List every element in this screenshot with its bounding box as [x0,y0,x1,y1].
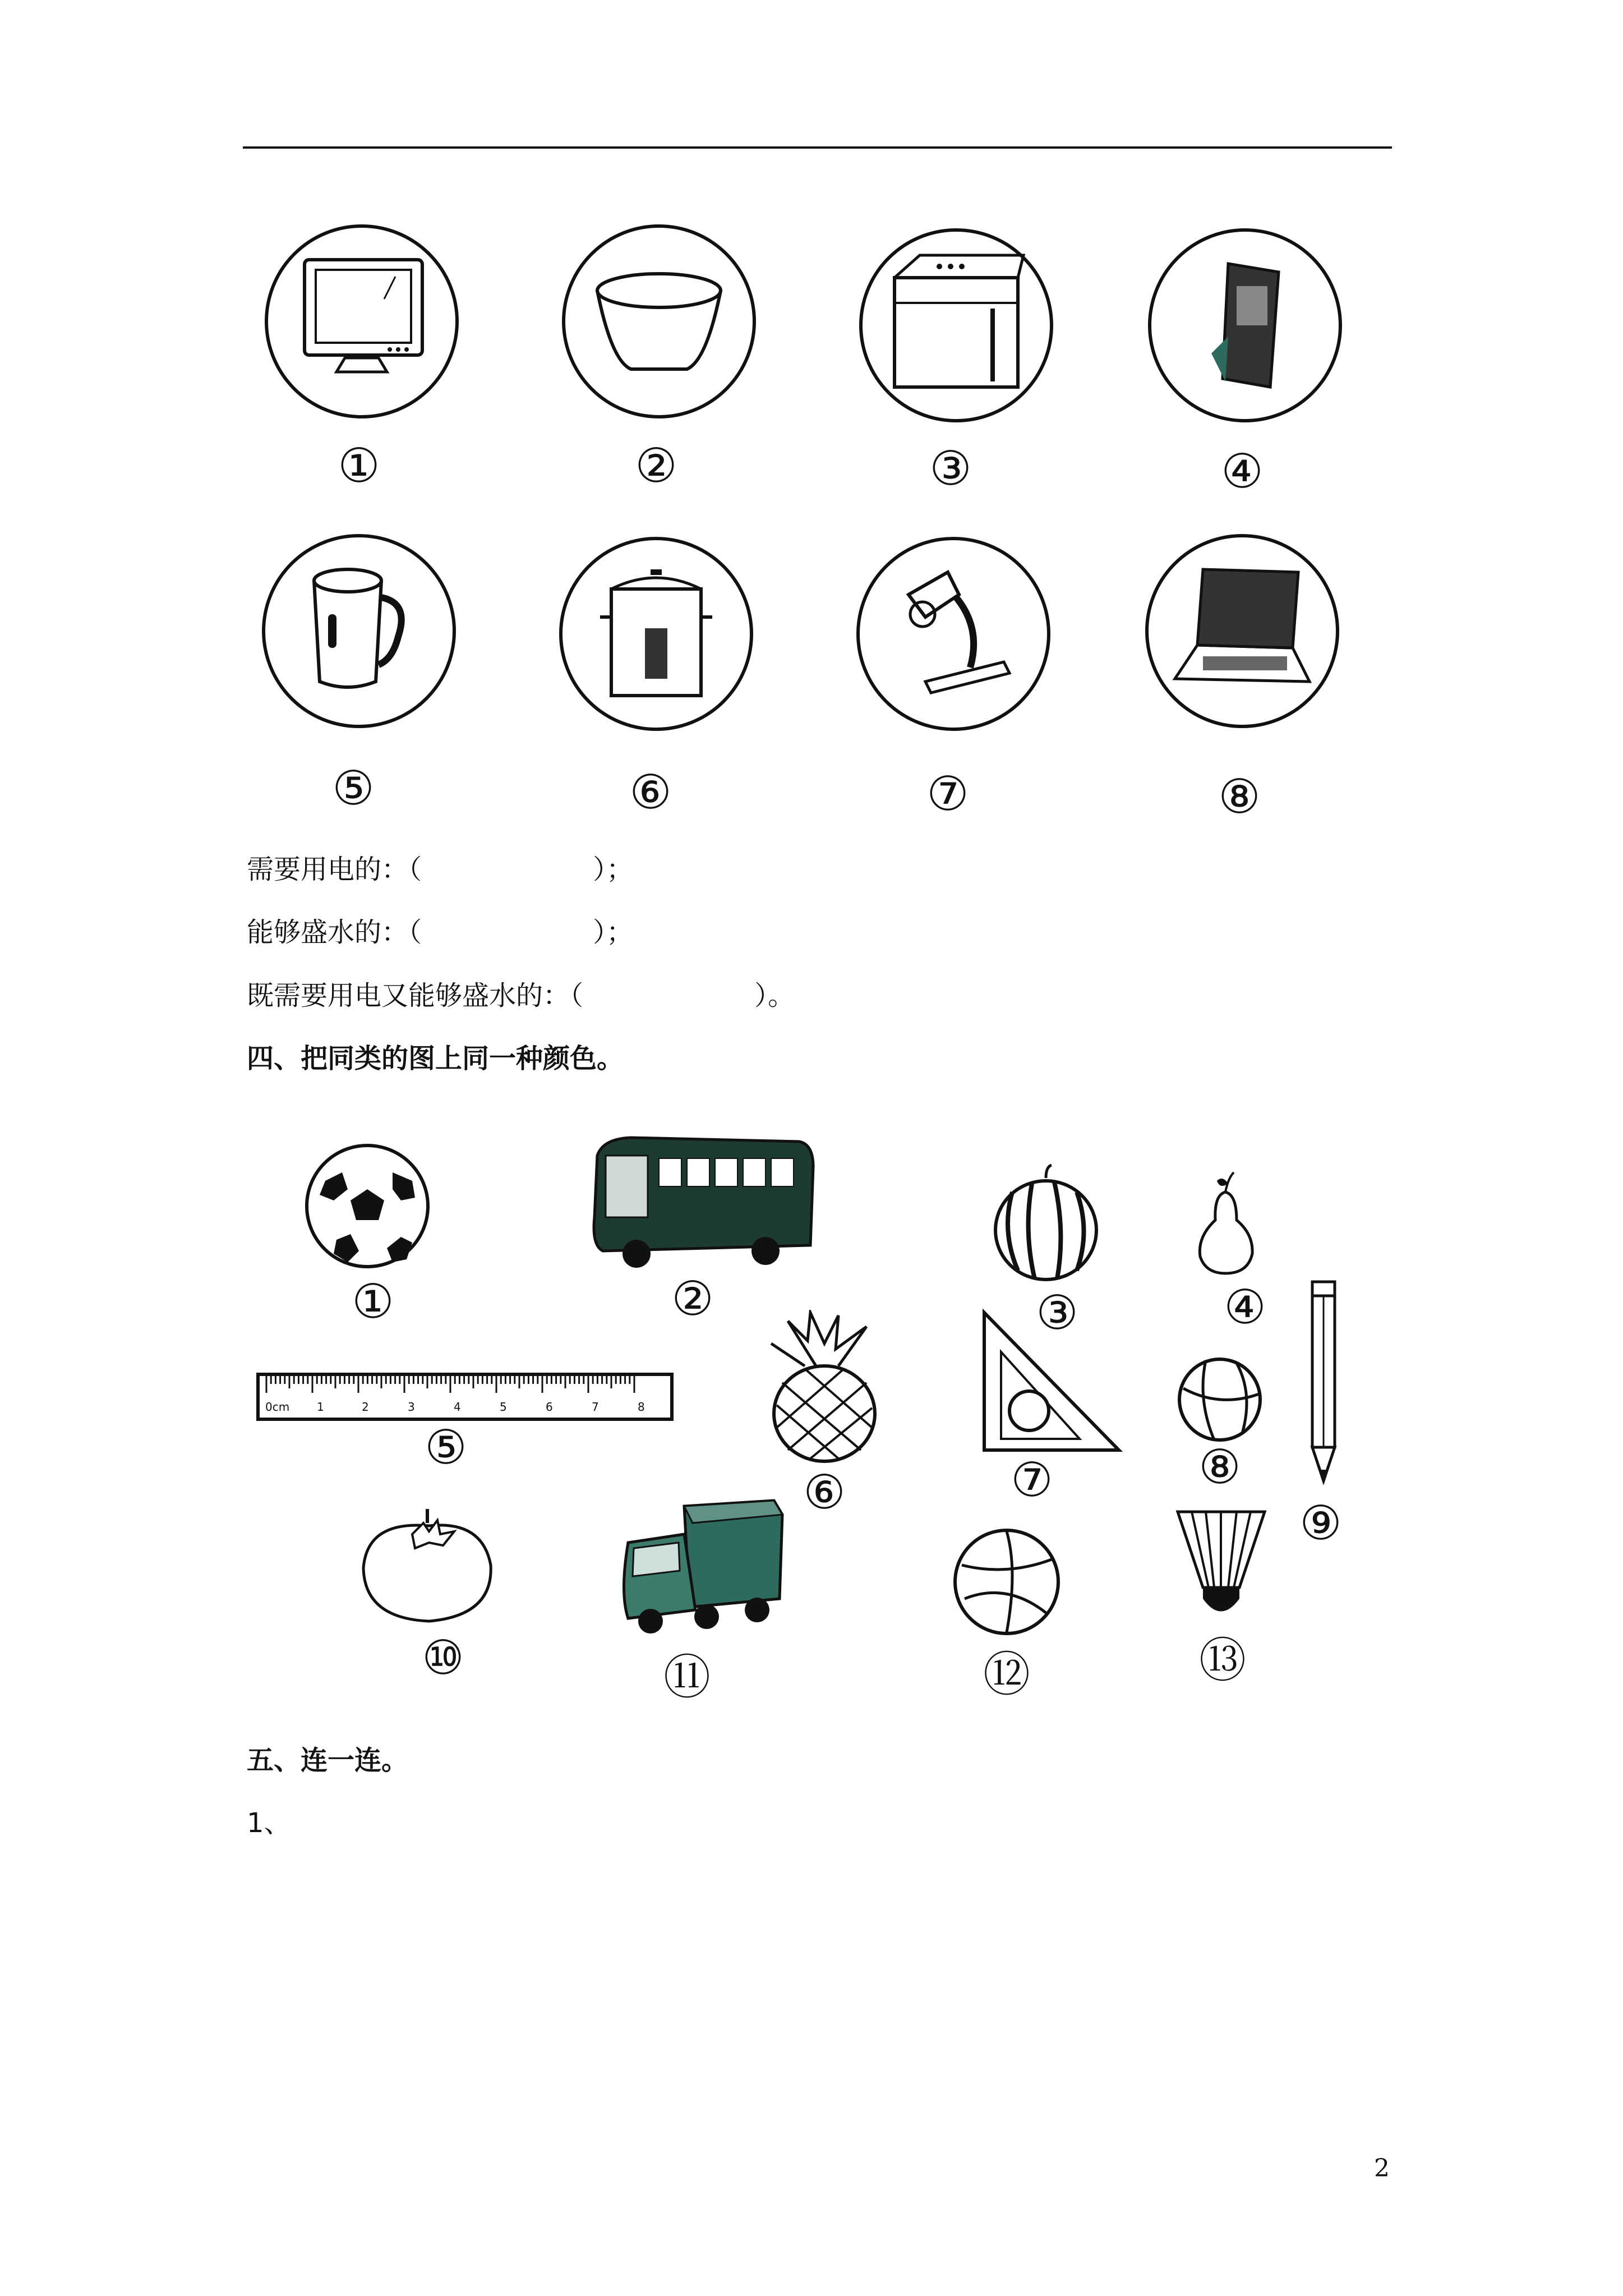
volleyball-image [951,1526,1063,1638]
ruler-image [255,1366,676,1428]
q3-label-8: ⑧ [1218,769,1261,824]
q3-label-3: ③ [929,441,972,496]
q4-label-1: ① [352,1274,394,1329]
soccer-ball-icon [303,1142,432,1271]
q4-label-9: ⑨ [1299,1496,1342,1550]
washing-machine-icon [855,224,1057,426]
section-four-heading: 四、把同类的图上同一种颜色。 [247,1043,624,1074]
ruler-label-4: 4 [454,1400,461,1414]
desk-lamp-image [852,533,1054,735]
tomato-image [359,1503,496,1624]
desk-lamp-icon [852,533,1054,735]
section-five-heading: 五、连一连。 [247,1745,409,1776]
mobile-phone-icon [1144,224,1346,426]
ruler-label-1: 1 [317,1400,324,1414]
set-square-icon [979,1307,1124,1456]
q4-label-5: ⑤ [425,1420,467,1475]
basketball-image [1175,1355,1265,1444]
q4-label-10: ⑩ [422,1630,464,1685]
answer-line-electric[interactable]: 需要用电的：（ ）； [247,854,634,885]
pencil-icon [1304,1279,1343,1487]
laptop-icon [1141,530,1343,732]
pencil-image [1304,1279,1343,1487]
basketball-icon [1175,1355,1265,1444]
bus-icon [586,1133,816,1271]
watermelon-icon [990,1164,1102,1282]
ruler-icon [255,1366,676,1428]
set-square-image [979,1307,1124,1456]
ruler-label-5: 5 [500,1400,507,1414]
answer-line-both[interactable]: 既需要用电又能够盛水的：（ ）。 [247,980,795,1011]
soccer-ball-image [303,1142,432,1271]
q3-label-7: ⑦ [926,766,969,821]
q3-label-1: ① [338,438,380,493]
mobile-phone-image [1144,224,1346,426]
ruler-label-7: 7 [592,1400,599,1414]
q4-label-11: ⑪ [663,1650,711,1705]
pear-image [1192,1170,1259,1276]
shuttlecock-icon [1172,1503,1270,1624]
ruler-label-8: 8 [638,1400,645,1414]
tv-monitor-icon [261,220,463,422]
q4-label-3: ③ [1036,1285,1078,1340]
q3-label-5: ⑤ [332,761,375,816]
q3-label-6: ⑥ [629,765,672,820]
q4-label-7: ⑦ [1011,1452,1053,1507]
q4-label-12: ⑫ [983,1647,1030,1702]
answer-line-water[interactable]: 能够盛水的：（ ）； [247,917,634,948]
ruler-label-3: 3 [408,1400,415,1414]
volleyball-icon [951,1526,1063,1638]
bowl-icon [558,220,760,422]
ruler-label-0: 0cm [265,1400,290,1414]
pineapple-image [754,1310,892,1464]
ruler-label-2: 2 [362,1400,369,1414]
bus-image [586,1133,816,1271]
rice-cooker-image [555,533,757,735]
q4-label-4: ④ [1224,1280,1266,1335]
tomato-icon [359,1503,496,1624]
q4-label-13: ⑬ [1198,1633,1246,1688]
bowl-image [558,220,760,422]
truck-icon [617,1492,785,1638]
laptop-image [1141,530,1343,732]
section-five-sub: 1、 [247,1807,291,1839]
pineapple-icon [754,1310,892,1464]
pear-icon [1192,1170,1259,1276]
washing-machine-image [855,224,1057,426]
cup-icon [258,530,460,732]
truck-image [617,1492,785,1638]
shuttlecock-image [1172,1503,1270,1624]
watermelon-image [990,1164,1102,1282]
tv-monitor-image [261,220,463,422]
cup-image [258,530,460,732]
q3-label-4: ④ [1221,444,1264,499]
q3-label-2: ② [635,438,677,493]
rice-cooker-icon [555,533,757,735]
q4-label-2: ② [671,1271,714,1326]
ruler-label-6: 6 [546,1400,553,1414]
q4-label-6: ⑥ [803,1465,846,1520]
q4-label-8: ⑧ [1198,1439,1241,1494]
page-number: 2 [1374,2154,1390,2183]
top-rule [243,146,1392,149]
